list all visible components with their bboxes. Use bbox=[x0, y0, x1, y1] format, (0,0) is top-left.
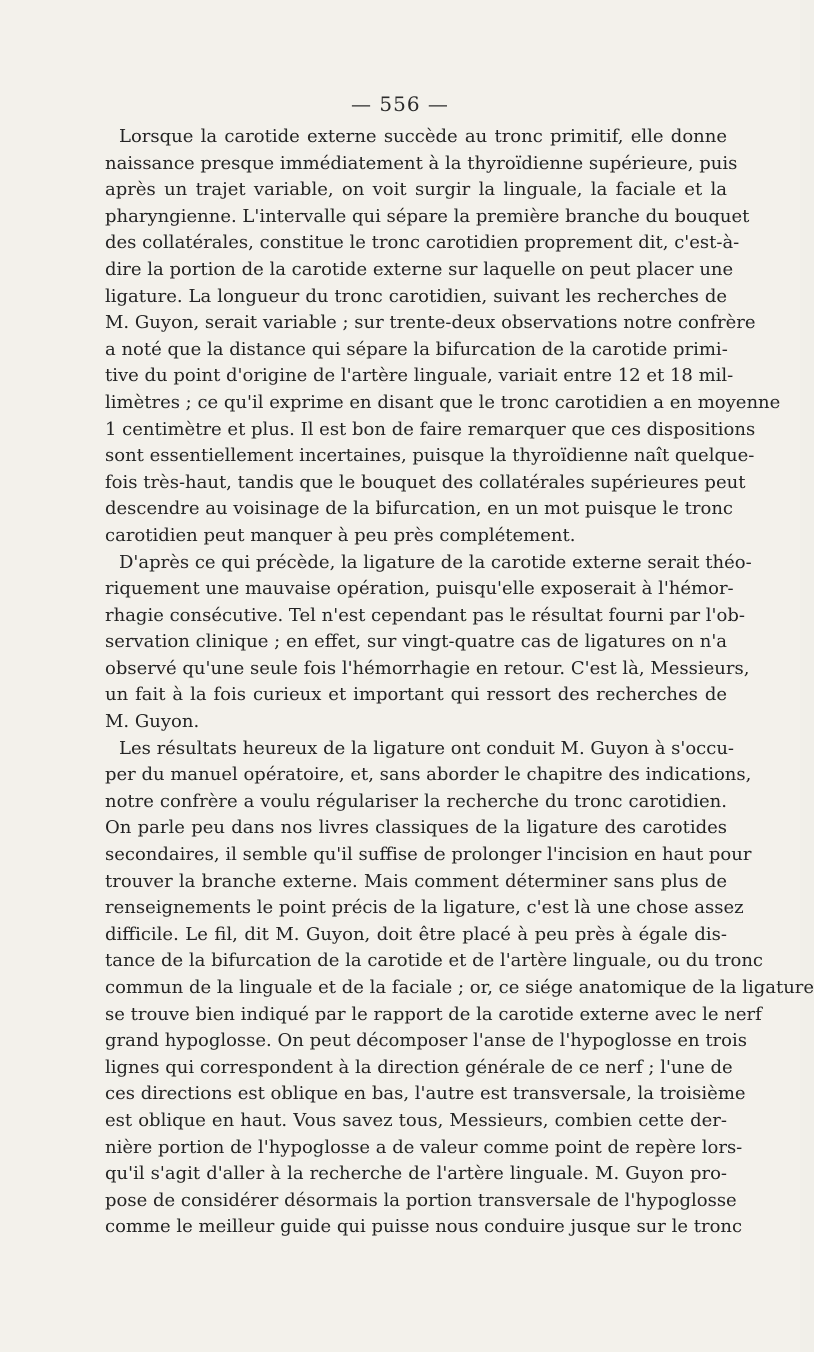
text-line: Lorsque la carotide externe succède au tronc primitif, elle donne bbox=[119, 126, 727, 147]
text-line: commun de la linguale et de la faciale ; or, ce siége anatomique de la ligature bbox=[105, 977, 814, 998]
text-line: limètres ; ce qu'il exprime en disant que le tronc carotidien a en moyenne bbox=[105, 391, 781, 413]
text-line: D'après ce qui précède, la ligature de la carotide externe serait théo- bbox=[119, 551, 752, 573]
text-line: dire la portion de la carotide externe sur laquelle on peut placer une bbox=[105, 258, 734, 280]
text-line: grand hypoglosse. On peut décomposer l'anse de l'hypoglosse en trois bbox=[105, 1030, 747, 1052]
text-line: M. Guyon, serait variable ; sur trente-deux observations notre confrère bbox=[105, 312, 756, 334]
text-line: nière portion de l'hypoglosse a de valeur comme point de repère lors- bbox=[105, 1136, 743, 1158]
text-line: sont essentiellement incertaines, puisque la thyroïdienne naît quelque- bbox=[105, 445, 755, 467]
text-line: fois très-haut, tandis que le bouquet des collatérales supérieures peut bbox=[105, 471, 746, 493]
text-line: est oblique en haut. Vous savez tous, Messieurs, combien cette der- bbox=[105, 1109, 727, 1131]
text-line: difficile. Le fil, dit M. Guyon, doit être placé à peu près à égale dis- bbox=[105, 923, 727, 945]
text-line: naissance presque immédiatement à la thyroïdienne supérieure, puis bbox=[105, 152, 738, 174]
page-number: — 556 — bbox=[351, 92, 449, 116]
text-line: carotidien peut manquer à peu près complétement. bbox=[105, 524, 576, 546]
text-line: servation clinique ; en effet, sur vingt-quatre cas de ligatures on n'a bbox=[105, 631, 727, 653]
text-line: pose de considérer désormais la portion transversale de l'hypoglosse bbox=[105, 1189, 737, 1211]
text-line: qu'il s'agit d'aller à la recherche de l'artère linguale. M. Guyon pro- bbox=[105, 1163, 727, 1185]
text-line: riquement une mauvaise opération, puisqu'elle exposerait à l'hémor- bbox=[105, 578, 734, 600]
text-line: après un trajet variable, on voit surgir la linguale, la faciale et la bbox=[105, 179, 727, 201]
text-line: se trouve bien indiqué par le rapport de la carotide externe avec le nerf bbox=[105, 1003, 762, 1025]
text-line: On parle peu dans nos livres classiques de la ligature des carotides bbox=[105, 817, 727, 839]
text-line: lignes qui correspondent à la direction générale de ce nerf ; l'une de bbox=[105, 1056, 733, 1078]
paragraph-3 bbox=[105, 736, 814, 1241]
text-line: un fait à la fois curieux et important qui ressort des recherches de bbox=[105, 684, 727, 706]
text-line: M. Guyon. bbox=[105, 711, 200, 733]
text-line: a noté que la distance qui sépare la bifurcation de la carotide primi- bbox=[105, 338, 728, 360]
text-line: rhagie consécutive. Tel n'est cependant pas le résultat fourni par l'ob- bbox=[105, 604, 745, 626]
text-line: des collatérales, constitue le tronc carotidien proprement dit, c'est-à- bbox=[105, 232, 740, 254]
text-line: ligature. La longueur du tronc carotidien, suivant les recherches de bbox=[105, 285, 727, 307]
body-text bbox=[105, 124, 814, 1241]
text-line: tance de la bifurcation de la carotide et de l'artère linguale, ou du tronc bbox=[105, 950, 764, 972]
text-line: observé qu'une seule fois l'hémorrhagie en retour. C'est là, Messieurs, bbox=[105, 657, 750, 679]
paragraph-2 bbox=[105, 550, 752, 736]
text-line: per du manuel opératoire, et, sans aborder le chapitre des indications, bbox=[105, 764, 752, 786]
text-line: tive du point d'origine de l'artère linguale, variait entre 12 et 18 mil- bbox=[105, 365, 734, 387]
text-line: 1 centimètre et plus. Il est bon de faire remarquer que ces dispositions bbox=[105, 418, 756, 440]
text-line: comme le meilleur guide qui puisse nous conduire jusque sur le tronc bbox=[105, 1216, 743, 1238]
text-line: trouver la branche externe. Mais comment déterminer sans plus de bbox=[105, 870, 727, 892]
text-line: secondaires, il semble qu'il suffise de prolonger l'incision en haut pour bbox=[105, 844, 752, 866]
text-line: pharyngienne. L'intervalle qui sépare la première branche du bouquet bbox=[105, 205, 750, 227]
text-line: notre confrère a voulu régulariser la recherche du tronc carotidien. bbox=[105, 790, 727, 812]
text-line: renseignements le point précis de la ligature, c'est là une chose assez bbox=[105, 897, 744, 919]
text-line: ces directions est oblique en bas, l'autre est transversale, la troisième bbox=[105, 1083, 746, 1105]
paragraph-1 bbox=[105, 124, 781, 550]
text-line: descendre au voisinage de la bifurcation, en un mot puisque le tronc bbox=[105, 498, 733, 520]
text-line: Les résultats heureux de la ligature ont conduit M. Guyon à s'occu- bbox=[119, 737, 735, 759]
